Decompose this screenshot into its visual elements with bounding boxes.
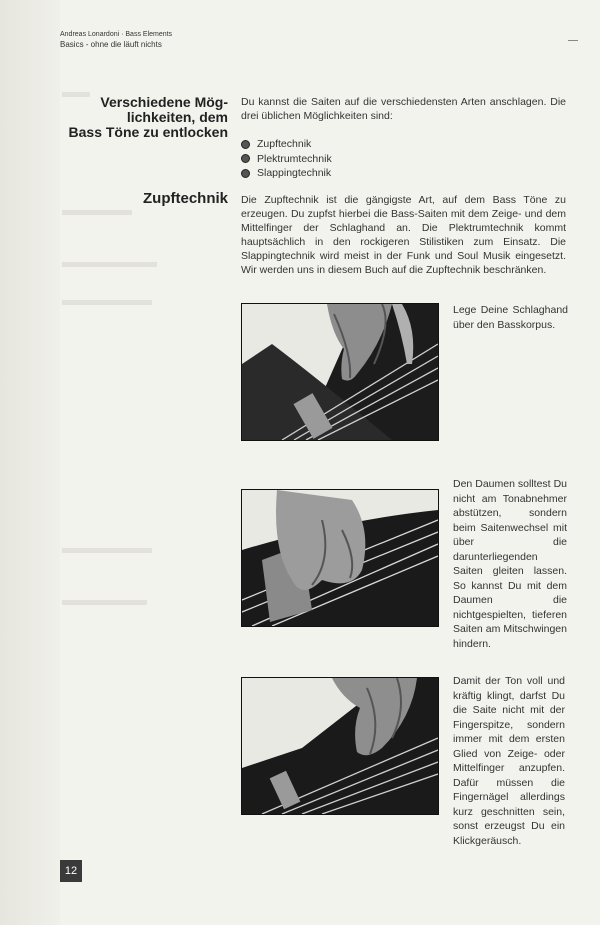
corner-mark bbox=[568, 40, 578, 41]
section-heading-methods: Verschiedene Mög- lichkeiten, dem Bass Töne zu entlocken bbox=[68, 94, 228, 140]
photo-thumb-position bbox=[241, 489, 439, 627]
photo-hand-on-body bbox=[241, 303, 439, 441]
bullet-icon bbox=[241, 169, 250, 178]
caption-photo-1: Lege Deine Schlaghand über den Basskorpus. bbox=[453, 304, 568, 331]
page-gutter bbox=[0, 0, 60, 925]
caption-photo-3: Damit der Ton voll und kräftig klingt, darfst Du die Saite nicht mit der Fingerspitze, sondern immer mit dem ersten Glied von Zeige- oder Mittelfinger anzupfen. Dafür müssen die Fingernägel allerdings kurz geschnitten sein, sonst erzeugst Du ein Klickgeräusch. bbox=[453, 675, 565, 847]
zupftechnik-paragraph: Die Zupftechnik ist die gängigste Art, auf dem Bass Töne zu erzeugen. Du zupfst hierbei die Bass-Saiten mit dem Zeige- und dem Mittelfinger der Schlaghand an. Die Plektrumtechnik kommt hauptsächlich in den rockigeren Stilistiken zum Einsatz. Die Slappingtechnik wird meist in der Funk und Soul Musik eingesetzt. Wir werden uns in diesem Buch auf die Zupftechnik beschränken. bbox=[241, 194, 566, 276]
photo-pluck-technique bbox=[241, 677, 439, 815]
technique-list bbox=[241, 137, 332, 181]
list-item: Plektrumtechnik bbox=[241, 152, 332, 167]
list-item: Slappingtechnik bbox=[241, 166, 332, 181]
caption-photo-2: Den Daumen solltest Du nicht am Tonabnehmer abstützen, sondern beim Saitenwechsel mit über die darunterliegenden Saiten gleiten lassen. So kannst Du mit dem Daumen die nichtgespielten, tieferen Saiten am Mitschwingen hindern. bbox=[453, 478, 567, 650]
running-header bbox=[60, 30, 172, 50]
bleed-through bbox=[62, 262, 157, 267]
bullet-icon bbox=[241, 154, 250, 163]
page-number: 12 bbox=[60, 860, 82, 882]
list-item: Zupftechnik bbox=[241, 137, 332, 152]
intro-paragraph: Du kannst die Saiten auf die verschiedensten Arten anschlagen. Die drei üblichen Möglichkeiten sind: bbox=[241, 96, 566, 122]
bleed-through bbox=[62, 210, 132, 215]
bleed-through bbox=[62, 300, 152, 305]
bullet-icon bbox=[241, 140, 250, 149]
section-heading-zupftechnik: Zupftechnik bbox=[143, 190, 228, 207]
bleed-through bbox=[62, 600, 147, 605]
header-chapter: Basics - ohne die läuft nichts bbox=[60, 40, 162, 49]
bleed-through bbox=[62, 548, 152, 553]
header-author: Andreas Lonardoni · Bass Elements bbox=[60, 31, 173, 38]
